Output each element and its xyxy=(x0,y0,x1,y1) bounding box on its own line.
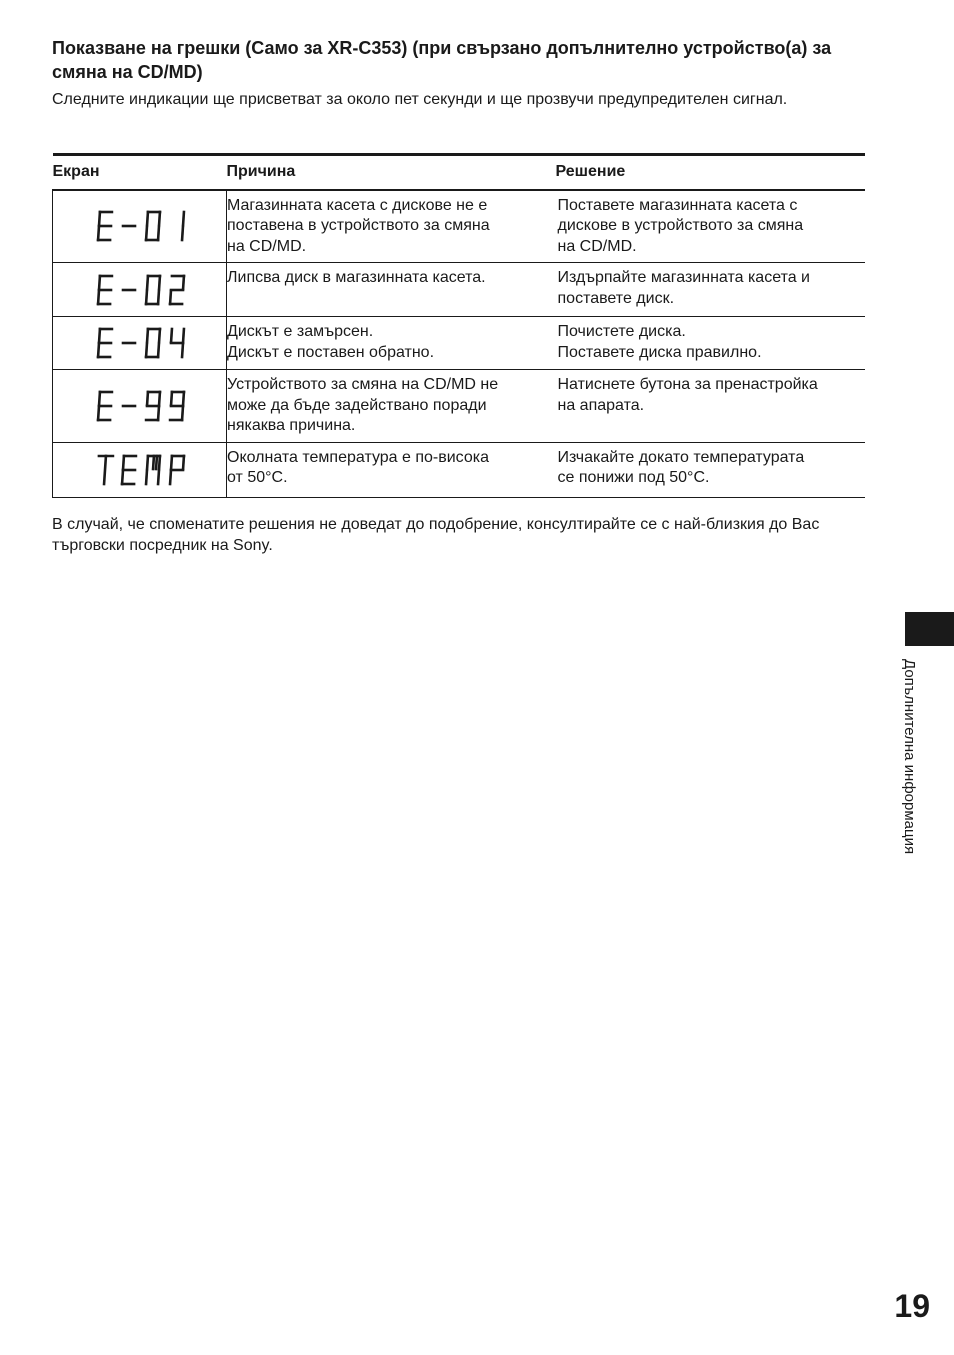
lcd-segment xyxy=(156,456,157,469)
lcd-glyph xyxy=(170,456,184,484)
lcd-segment xyxy=(99,329,100,342)
lcd-segment-readout xyxy=(80,383,200,429)
cause-cell xyxy=(227,263,556,317)
lcd-segment xyxy=(99,212,100,225)
lcd-segment xyxy=(159,276,160,289)
lcd-segment xyxy=(147,329,148,342)
section-tab-marker xyxy=(905,612,954,646)
cause-cell xyxy=(227,442,556,497)
cause-line: някаква причина. xyxy=(227,417,356,434)
solution-line: Поставете магазинната касета с xyxy=(557,196,798,214)
lcd-segment xyxy=(146,344,147,357)
lcd-segment xyxy=(171,392,172,405)
lcd-segment xyxy=(146,227,147,240)
solution-line: на апарата. xyxy=(557,396,645,414)
lcd-display-cell xyxy=(53,370,227,443)
lcd-segment xyxy=(159,212,160,225)
header-solution: Решение xyxy=(556,155,865,190)
solution-line: Издърпайте магазинната касета и xyxy=(557,269,810,286)
lcd-glyph xyxy=(98,276,112,304)
table-row xyxy=(53,442,865,497)
lcd-segment xyxy=(98,227,99,240)
header-cause: Причина xyxy=(227,155,556,190)
lcd-segment-readout xyxy=(80,447,200,493)
solution-line: на CD/MD. xyxy=(557,237,637,255)
cause-line: Дискът е поставен обратно. xyxy=(227,343,435,361)
lcd-segment xyxy=(158,407,159,420)
lcd-segment xyxy=(159,456,160,469)
lcd-segment xyxy=(122,471,123,484)
lcd-segment xyxy=(182,227,183,240)
lcd-segment-readout xyxy=(80,267,200,313)
lcd-segment xyxy=(123,456,124,469)
footer-note: В случай, че споменатите решения не доведат до подобрение, консултирайте се с най-близкия до Вас търговски посредник на Sony. xyxy=(52,516,820,554)
lcd-display-cell xyxy=(53,317,227,370)
solution-line: Почистете диска. xyxy=(557,323,686,340)
lcd-segment xyxy=(183,456,184,469)
solution-line: поставете диск. xyxy=(557,289,675,307)
table-header-row xyxy=(53,155,865,190)
solution-line: дискове в устройството за смяна xyxy=(557,217,804,234)
lcd-segment xyxy=(158,291,159,304)
table-row xyxy=(53,370,865,443)
lcd-segment xyxy=(158,471,159,484)
lcd-glyph xyxy=(146,276,160,304)
solution-line: Натиснете бутона за пренастройка xyxy=(557,376,818,393)
solution-cell xyxy=(556,442,865,497)
lcd-glyph xyxy=(146,456,160,484)
lcd-segment xyxy=(146,291,147,304)
lcd-segment xyxy=(99,276,100,289)
side-section-label: Допълнителна информация xyxy=(901,659,918,855)
page-number: 19 xyxy=(894,1288,930,1324)
lcd-glyph xyxy=(98,329,112,357)
cause-line: поставена в устройството за смяна xyxy=(227,217,490,234)
lcd-segment xyxy=(147,276,148,289)
cause-line: от 50°C. xyxy=(227,469,288,486)
lcd-display-cell xyxy=(53,190,227,263)
lcd-segment xyxy=(147,212,148,225)
lcd-segment xyxy=(98,407,99,420)
lcd-segment xyxy=(171,456,172,469)
solution-cell xyxy=(556,263,865,317)
lcd-segment xyxy=(158,227,159,240)
cause-line: на CD/MD. xyxy=(227,237,307,255)
lcd-segment xyxy=(147,392,148,405)
intro-paragraph: Следните индикации ще присветват за около пет секунди и ще прозвучи предупредителен сигнал. xyxy=(52,91,788,108)
cause-line: Дискът е замърсен. xyxy=(227,323,374,340)
lcd-segment xyxy=(159,392,160,405)
lcd-segment xyxy=(153,456,154,469)
lcd-segment-readout xyxy=(80,203,200,249)
lcd-glyph xyxy=(146,392,160,420)
lcd-segment xyxy=(182,344,183,357)
lcd-segment xyxy=(170,471,171,484)
cause-line: Липсва диск в магазинната касета. xyxy=(227,269,486,286)
lcd-segment xyxy=(147,456,148,469)
cause-cell xyxy=(227,317,556,370)
lcd-segment xyxy=(98,291,99,304)
lcd-glyph xyxy=(98,456,112,484)
lcd-segment xyxy=(171,329,172,342)
table-row xyxy=(53,317,865,370)
lcd-segment xyxy=(104,456,106,484)
lcd-display-cell xyxy=(53,442,227,497)
cause-line: Устройството за смяна на CD/MD не xyxy=(227,376,499,393)
lcd-glyph xyxy=(146,329,160,357)
header-display: Екран xyxy=(53,155,227,190)
solution-line: Поставете диска правилно. xyxy=(557,343,762,361)
lcd-glyph xyxy=(98,392,112,420)
lcd-segment xyxy=(183,212,184,225)
solution-line: Изчакайте докато температурата xyxy=(557,448,805,466)
lcd-segment xyxy=(99,392,100,405)
lcd-glyph xyxy=(146,212,160,240)
lcd-glyph xyxy=(98,212,112,240)
lcd-segment xyxy=(146,471,147,484)
lcd-segment xyxy=(183,329,184,342)
lcd-glyph xyxy=(170,276,184,304)
cause-cell xyxy=(227,190,556,263)
lcd-segment xyxy=(183,276,184,289)
lcd-segment xyxy=(183,392,184,405)
lcd-glyph xyxy=(182,212,184,240)
lcd-segment xyxy=(170,291,171,304)
table-row xyxy=(53,263,865,317)
lcd-segment xyxy=(182,407,183,420)
solution-cell xyxy=(556,317,865,370)
lcd-segment xyxy=(158,344,159,357)
lcd-segment-readout xyxy=(80,320,200,366)
cause-line: Магазинната касета с дискове не е xyxy=(227,196,488,214)
lcd-segment xyxy=(159,329,160,342)
cause-line: може да бъде задействано поради xyxy=(227,396,487,414)
lcd-glyph xyxy=(170,392,184,420)
table-row xyxy=(53,190,865,263)
error-table xyxy=(52,153,865,498)
lcd-glyph xyxy=(171,329,184,357)
solution-cell xyxy=(556,370,865,443)
solution-cell xyxy=(556,190,865,263)
lcd-segment xyxy=(98,344,99,357)
lcd-glyph xyxy=(122,456,136,484)
cause-line: Околната температура е по-висока xyxy=(227,448,490,466)
section-title: Показване на грешки (Само за XR-C353) (при свързано допълнително устройство(а) за смяна на CD/MD) xyxy=(52,38,832,82)
lcd-display-cell xyxy=(53,263,227,317)
solution-line: се понижи под 50°C. xyxy=(557,469,710,486)
cause-cell xyxy=(227,370,556,443)
